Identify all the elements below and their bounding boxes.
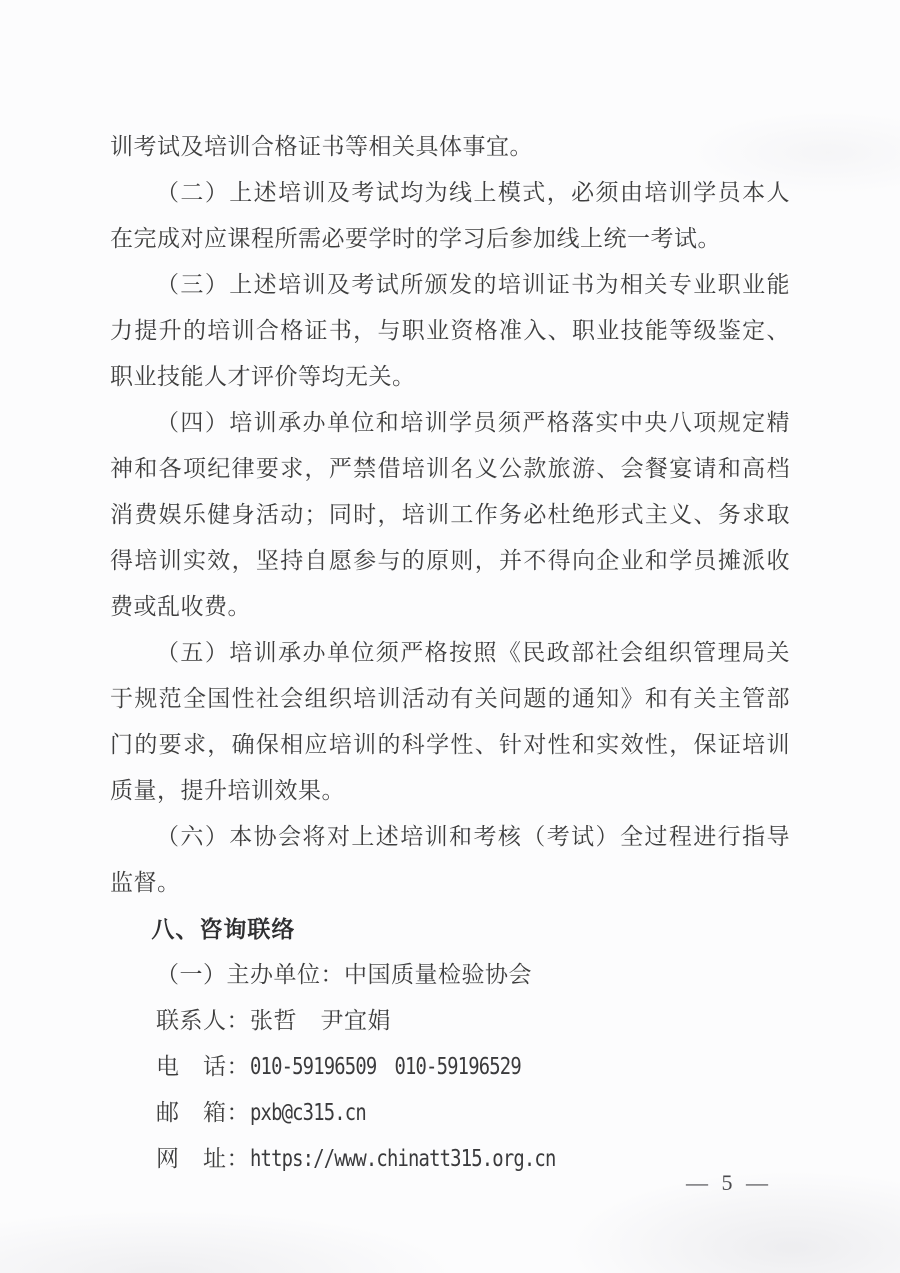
contact-person-line <box>110 998 790 1044</box>
contact-email-value: pxb@c315.cn <box>250 1100 366 1126</box>
contact-person-label: 联系人： <box>156 1008 250 1033</box>
body-paragraph: （六）本协会将对上述培训和考核（考试）全过程进行指导监督。 <box>110 824 790 895</box>
contact-web-value: https://www.chinatt315.org.cn <box>250 1146 556 1172</box>
contact-phone-label: 电 话： <box>156 1054 250 1079</box>
body-paragraph: 训考试及培训合格证书等相关具体事宜。 <box>110 134 533 159</box>
contact-phone-value: 010-59196509 010-59196529 <box>250 1054 521 1080</box>
contact-phone-line <box>110 1044 790 1090</box>
body-paragraph: （五）培训承办单位须严格按照《民政部社会组织管理局关于规范全国性社会组织培训活动有关问题的通知》和有关主管部门的要求，确保相应培训的科学性、针对性和实效性，保证培训质量，提升培训效果。 <box>110 640 790 803</box>
body-paragraph: （三）上述培训及考试所颁发的培训证书为相关专业职业能力提升的培训合格证书，与职业资格准入、职业技能等级鉴定、职业技能人才评价等均无关。 <box>110 272 790 389</box>
section-heading: 八、咨询联络 <box>151 916 296 942</box>
contact-web-label: 网 址： <box>156 1146 250 1171</box>
contact-email-label: 邮 箱： <box>156 1100 250 1125</box>
contact-person-value: 张哲 尹宜娟 <box>250 1008 391 1033</box>
body-paragraph: （四）培训承办单位和培训学员须严格落实中央八项规定精神和各项纪律要求，严禁借培训名义公款旅游、会餐宴请和高档消费娱乐健身活动；同时，培训工作务必杜绝形式主义、务求取得培训实效，坚持自愿参与的原则，并不得向企业和学员摊派收费或乱收费。 <box>110 410 790 619</box>
contact-host-line: （一）主办单位：中国质量检验协会 <box>156 962 532 987</box>
page-number: — 5 — <box>686 1170 772 1195</box>
contact-email-line <box>110 1090 790 1136</box>
body-paragraph: （二）上述培训及考试均为线上模式，必须由培训学员本人在完成对应课程所需必要学时的学习后参加线上统一考试。 <box>110 180 790 251</box>
